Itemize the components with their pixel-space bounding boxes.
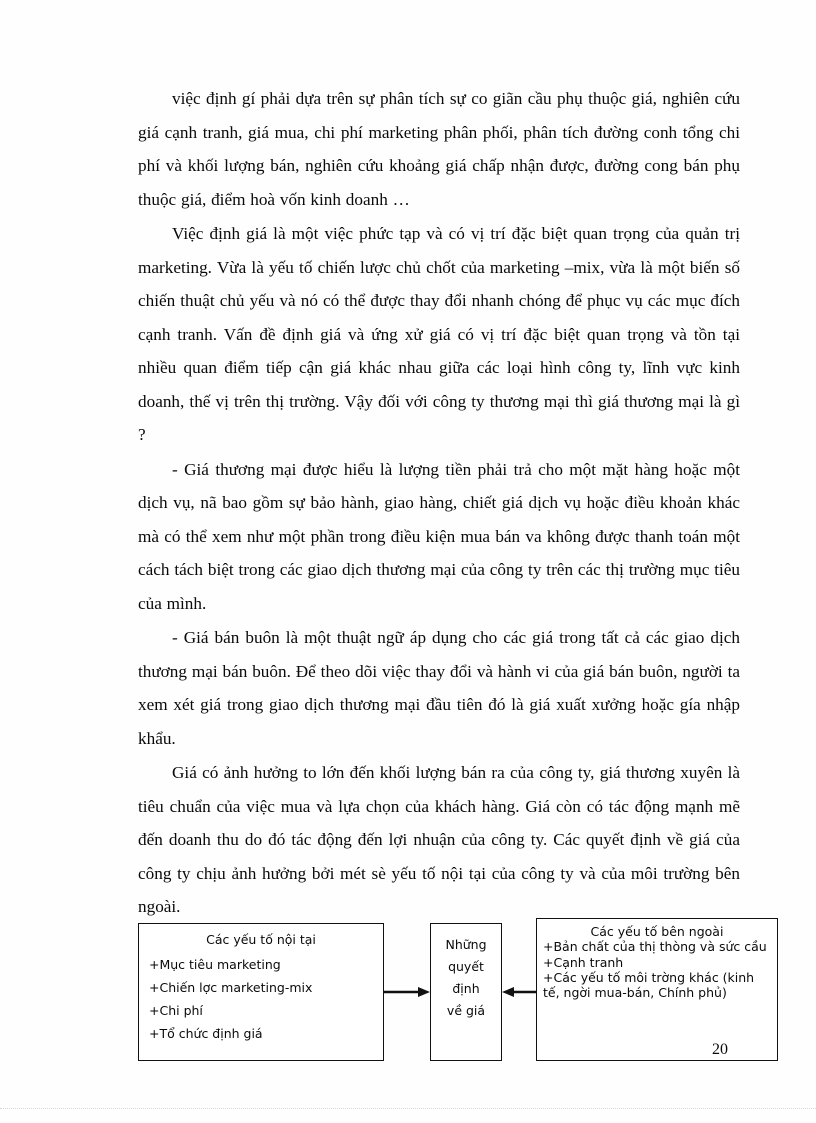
external-factors-item: +Bản chất của thị thòng và sức cầu [543,939,767,954]
external-factors-item: +Cạnh tranh [543,954,624,970]
arrow-internal-to-decision [384,984,430,994]
decision-line: về giá [446,1003,486,1018]
external-factors-title: Các yếu tố bên ngoài [590,924,724,939]
paragraph-1: việc định gí phải dựa trên sự phân tích sự co giãn cầu phụ thuộc giá, nghiên cứu giá cạnh tranh, giá mua, chi phí marketing phân phối, phân tích đường conh tổng chi phí và khối lượng bán, nghiên cứu khoảng giá chấp nhận được, đường cong bán phụ thuộc giá, điểm hoà vốn kinh doanh … [138,89,740,209]
pricing-decision-box [430,923,502,1061]
internal-factors-item: +Tổ chức định giá [149,1026,263,1041]
decision-line: quyết [448,959,484,974]
internal-factors-item: +Mục tiêu marketing [149,957,281,972]
paragraph-4: - Giá bán buôn là một thuật ngữ áp dụng cho các giá trong tất cả các giao dịch thương mại bán buôn. Để theo dõi việc thay đổi và hành vi của giá bán buôn, người ta xem xét giá trong giao dịch thương mại đầu tiên đó là giá xuất xưởng hoặc gía nhập khẩu. [138,628,740,748]
decision-line: định [452,981,480,996]
external-factors-item: +Các yếu tố môi trờng khác (kinh tế, ngời mua-bán, Chính phủ) [543,970,755,1000]
internal-factors-title: Các yếu tố nội tại [206,932,316,947]
page-number: 20 [712,1041,728,1058]
footer-divider [0,1108,816,1109]
decision-line: Những [445,937,487,952]
body-text [138,82,740,924]
internal-factors-box [138,923,384,1061]
paragraph-2: Việc định giá là một việc phức tạp và có vị trí đặc biệt quan trọng của quản trị marketing. Vừa là yếu tố chiến lược chủ chốt của marketing –mix, vừa là một biến số chiến thuật chủ yếu và nó có thể được thay đổi nhanh chóng để phục vụ các mục đích cạnh tranh. Vấn đề định giá và ứng xử giá có vị trí đặc biệt quan trọng và tồn tại nhiều quan điểm tiếp cận giá khác nhau giữa các loại hình công ty, lĩnh vực kinh doanh, thế vị trên thị trường. Vậy đối với công ty thương mại thì giá thương mại là gì ? [138,224,740,444]
external-factors-box [536,918,778,1061]
arrow-external-to-decision [502,984,536,994]
paragraph-3: - Giá thương mại được hiểu là lượng tiền phải trả cho một mặt hàng hoặc một dịch vụ, nã bao gồm sự bảo hành, giao hàng, chiết giá dịch vụ hoặc điều khoản khác mà có thể xem như một phần trong điều kiện mua bán va không được thanh toán một cách tách biệt trong các giao dịch thương mại của công ty trên các thị trường mục tiêu của mình. [138,459,740,613]
paragraph-5: Giá có ảnh hưởng to lớn đến khối lượng bán ra của công ty, giá thương xuyên là tiêu chuẩn của việc mua và lựa chọn của khách hàng. Giá còn có tác động mạnh mẽ đến doanh thu do đó tác động đến lợi nhuận của công ty. Các quyết định về giá của công ty chịu ảnh hưởng bởi mét sè yếu tố nội tại của công ty và của môi trường bên ngoài. [138,763,740,916]
internal-factors-item: +Chiến lợc marketing-mix [149,980,313,995]
internal-factors-item: +Chi phí [149,1003,203,1018]
pricing-factors-diagram [138,918,778,1063]
